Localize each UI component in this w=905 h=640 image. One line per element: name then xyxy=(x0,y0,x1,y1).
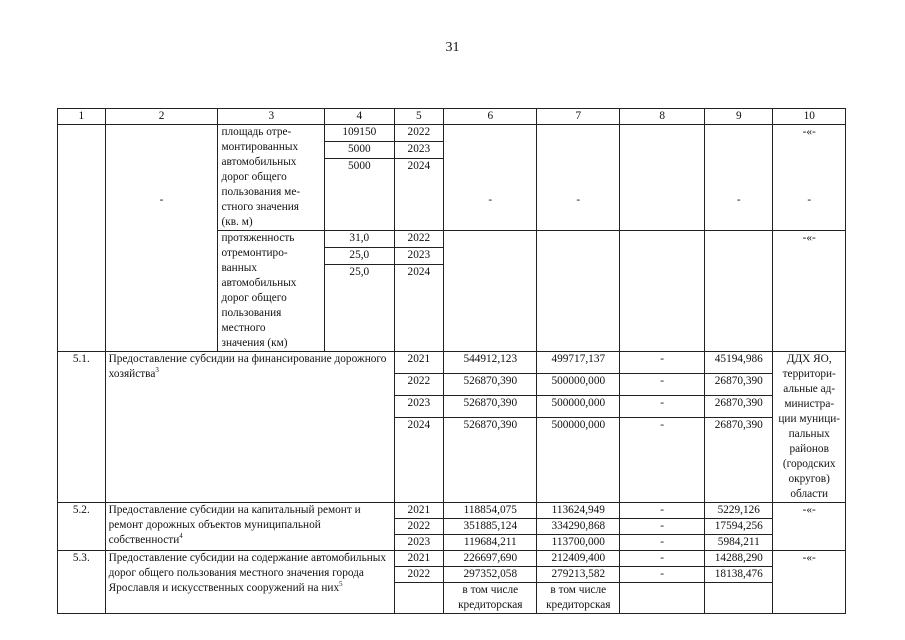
year-cell: 2022 xyxy=(394,125,444,142)
footnote-mark: 3 xyxy=(155,366,159,375)
executor-line: (городских xyxy=(782,458,836,470)
value-cell: 5000 xyxy=(325,142,394,159)
amount-cell: - xyxy=(620,352,705,374)
amount-cell: 526870,390 xyxy=(444,396,537,418)
amount-cell: 26870,390 xyxy=(705,396,773,418)
amount-cell xyxy=(537,583,620,614)
indicator-line: монтированных xyxy=(221,141,299,153)
amount-cell: 226697,690 xyxy=(444,551,537,567)
header-cell: 4 xyxy=(325,109,394,125)
amount-cell: 212409,400 xyxy=(537,551,620,567)
indicator-line: дорог общего xyxy=(221,292,287,304)
year-cell: 2023 xyxy=(394,396,444,418)
year-cell: 2022 xyxy=(394,567,444,583)
executor-line: министра- xyxy=(784,398,835,410)
year-cell: 2021 xyxy=(394,551,444,567)
executor-line: районов xyxy=(789,443,829,455)
note-line: кредиторская xyxy=(458,599,523,611)
indicator-line: автомобильных xyxy=(221,156,297,168)
note-line: в том числе xyxy=(550,584,607,596)
header-cell: 8 xyxy=(620,109,705,125)
amount-cell: 279213,582 xyxy=(537,567,620,583)
amount-cell: - xyxy=(620,519,705,535)
indicator-line: площадь отре- xyxy=(221,126,292,138)
indicator-cell xyxy=(218,125,325,231)
amount-cell: 544912,123 xyxy=(444,352,537,374)
year-cell: 2021 xyxy=(394,503,444,519)
amount-cell: 14288,290 xyxy=(705,551,773,567)
num-cell: 5.3. xyxy=(58,551,106,614)
executor-cell xyxy=(773,231,846,352)
amount-cell: 26870,390 xyxy=(705,374,773,396)
footnote-mark: 4 xyxy=(179,532,183,541)
year-cell: 2023 xyxy=(394,142,444,159)
executor-line: территори- xyxy=(782,368,836,380)
table-row xyxy=(58,352,846,374)
header-cell: 3 xyxy=(218,109,325,125)
amount-cell: 5984,211 xyxy=(705,535,773,551)
amount-cell: 351885,124 xyxy=(444,519,537,535)
amount-cell: 334290,868 xyxy=(537,519,620,535)
header-cell: 9 xyxy=(705,109,773,125)
amount-cell xyxy=(537,125,620,231)
amount-cell xyxy=(705,125,773,231)
dash-text: - xyxy=(807,194,812,206)
amount-cell: - xyxy=(620,535,705,551)
amount-cell: - xyxy=(620,503,705,519)
indicator-line: стного значения xyxy=(221,201,300,213)
year-cell: 2024 xyxy=(394,418,444,503)
dash-text: - xyxy=(159,194,164,206)
header-cell: 2 xyxy=(105,109,218,125)
table-row xyxy=(58,503,846,519)
indicator-line: отремонтиро- xyxy=(221,247,288,259)
year-cell: 2022 xyxy=(394,519,444,535)
amount-cell: - xyxy=(620,418,705,503)
amount-cell: 113700,000 xyxy=(537,535,620,551)
table-row xyxy=(58,125,846,142)
value-cell: 25,0 xyxy=(325,248,394,265)
executor-cell xyxy=(773,352,846,503)
title-cell xyxy=(105,125,218,352)
indicator-line: ванных xyxy=(221,262,258,274)
num-cell xyxy=(58,125,106,352)
amount-cell: 499717,137 xyxy=(537,352,620,374)
amount-cell: 500000,000 xyxy=(537,374,620,396)
header-cell: 5 xyxy=(394,109,444,125)
amount-cell: 26870,390 xyxy=(705,418,773,503)
indicator-line: (кв. м) xyxy=(221,216,253,228)
amount-cell: 18138,476 xyxy=(705,567,773,583)
table-row xyxy=(58,551,846,567)
executor-cell: -«- xyxy=(773,503,846,551)
amount-cell: - xyxy=(620,567,705,583)
value-cell: 5000 xyxy=(325,159,394,231)
dash-text: - xyxy=(736,194,741,206)
header-cell: 1 xyxy=(58,109,106,125)
amount-cell xyxy=(705,583,773,614)
amount-cell xyxy=(537,231,620,352)
num-cell: 5.1. xyxy=(58,352,106,503)
year-cell xyxy=(394,583,444,614)
amount-cell: 119684,211 xyxy=(444,535,537,551)
title-cell xyxy=(105,551,394,614)
program-table xyxy=(57,108,846,614)
note-line: в том числе xyxy=(462,584,519,596)
footnote-mark: 5 xyxy=(339,580,343,589)
title-cell xyxy=(105,352,394,503)
indicator-line: значения (км) xyxy=(221,337,288,349)
amount-cell xyxy=(620,125,705,231)
amount-cell: 17594,256 xyxy=(705,519,773,535)
header-row xyxy=(58,109,846,125)
amount-cell: 113624,949 xyxy=(537,503,620,519)
year-cell: 2023 xyxy=(394,248,444,265)
amount-cell: 297352,058 xyxy=(444,567,537,583)
executor-line: ДДХ ЯО, xyxy=(786,353,832,365)
year-cell: 2024 xyxy=(394,265,444,352)
amount-cell: 5229,126 xyxy=(705,503,773,519)
amount-cell: - xyxy=(620,374,705,396)
amount-cell xyxy=(620,231,705,352)
executor-cell xyxy=(773,125,846,231)
dash-text: - xyxy=(576,194,581,206)
value-cell: 25,0 xyxy=(325,265,394,352)
amount-cell: - xyxy=(620,396,705,418)
value-cell: 31,0 xyxy=(325,231,394,248)
amount-cell: 500000,000 xyxy=(537,396,620,418)
amount-cell xyxy=(444,231,537,352)
item-title: Предоставление субсидии на капитальный ремонт и ремонт дорожных объектов муниципальной собственности xyxy=(108,504,361,546)
amount-cell: 118854,075 xyxy=(444,503,537,519)
executor-line: ции муници- xyxy=(778,413,841,425)
title-cell xyxy=(105,503,394,551)
header-cell: 10 xyxy=(773,109,846,125)
executor-line: округов) xyxy=(788,473,830,485)
year-cell: 2022 xyxy=(394,231,444,248)
indicator-line: пользования ме- xyxy=(221,186,301,198)
year-cell: 2021 xyxy=(394,352,444,374)
indicator-line: протяженность xyxy=(221,232,295,244)
year-cell: 2023 xyxy=(394,535,444,551)
num-cell: 5.2. xyxy=(58,503,106,551)
amount-cell xyxy=(620,583,705,614)
indicator-cell xyxy=(218,231,325,352)
note-line: кредиторская xyxy=(546,599,611,611)
executor-line: альные ад- xyxy=(783,383,836,395)
executor-line: области xyxy=(790,488,829,500)
ditto-text: -«- xyxy=(802,232,816,244)
amount-cell xyxy=(444,583,537,614)
value-cell: 109150 xyxy=(325,125,394,142)
page-number: 31 xyxy=(445,40,460,55)
amount-cell xyxy=(444,125,537,231)
dash-text: - xyxy=(488,194,493,206)
indicator-line: дорог общего xyxy=(221,171,287,183)
item-title: Предоставление субсидии на финансирование дорожного хозяйства xyxy=(108,353,387,380)
year-cell: 2024 xyxy=(394,159,444,231)
amount-cell: 526870,390 xyxy=(444,418,537,503)
amount-cell xyxy=(705,231,773,352)
ditto-text: -«- xyxy=(802,126,816,138)
amount-cell: 45194,986 xyxy=(705,352,773,374)
indicator-line: местного xyxy=(221,322,266,334)
indicator-line: пользования xyxy=(221,307,282,319)
header-cell: 6 xyxy=(444,109,537,125)
header-cell: 7 xyxy=(537,109,620,125)
executor-line: пальных xyxy=(788,428,830,440)
amount-cell: 526870,390 xyxy=(444,374,537,396)
year-cell: 2022 xyxy=(394,374,444,396)
item-title: Предоставление субсидии на содержание автомобильных дорог общего пользования местного значения города Ярославля и искусственных сооружений на них xyxy=(108,552,387,594)
indicator-line: автомобильных xyxy=(221,277,297,289)
amount-cell: - xyxy=(620,551,705,567)
amount-cell: 500000,000 xyxy=(537,418,620,503)
executor-cell: -«- xyxy=(773,551,846,614)
